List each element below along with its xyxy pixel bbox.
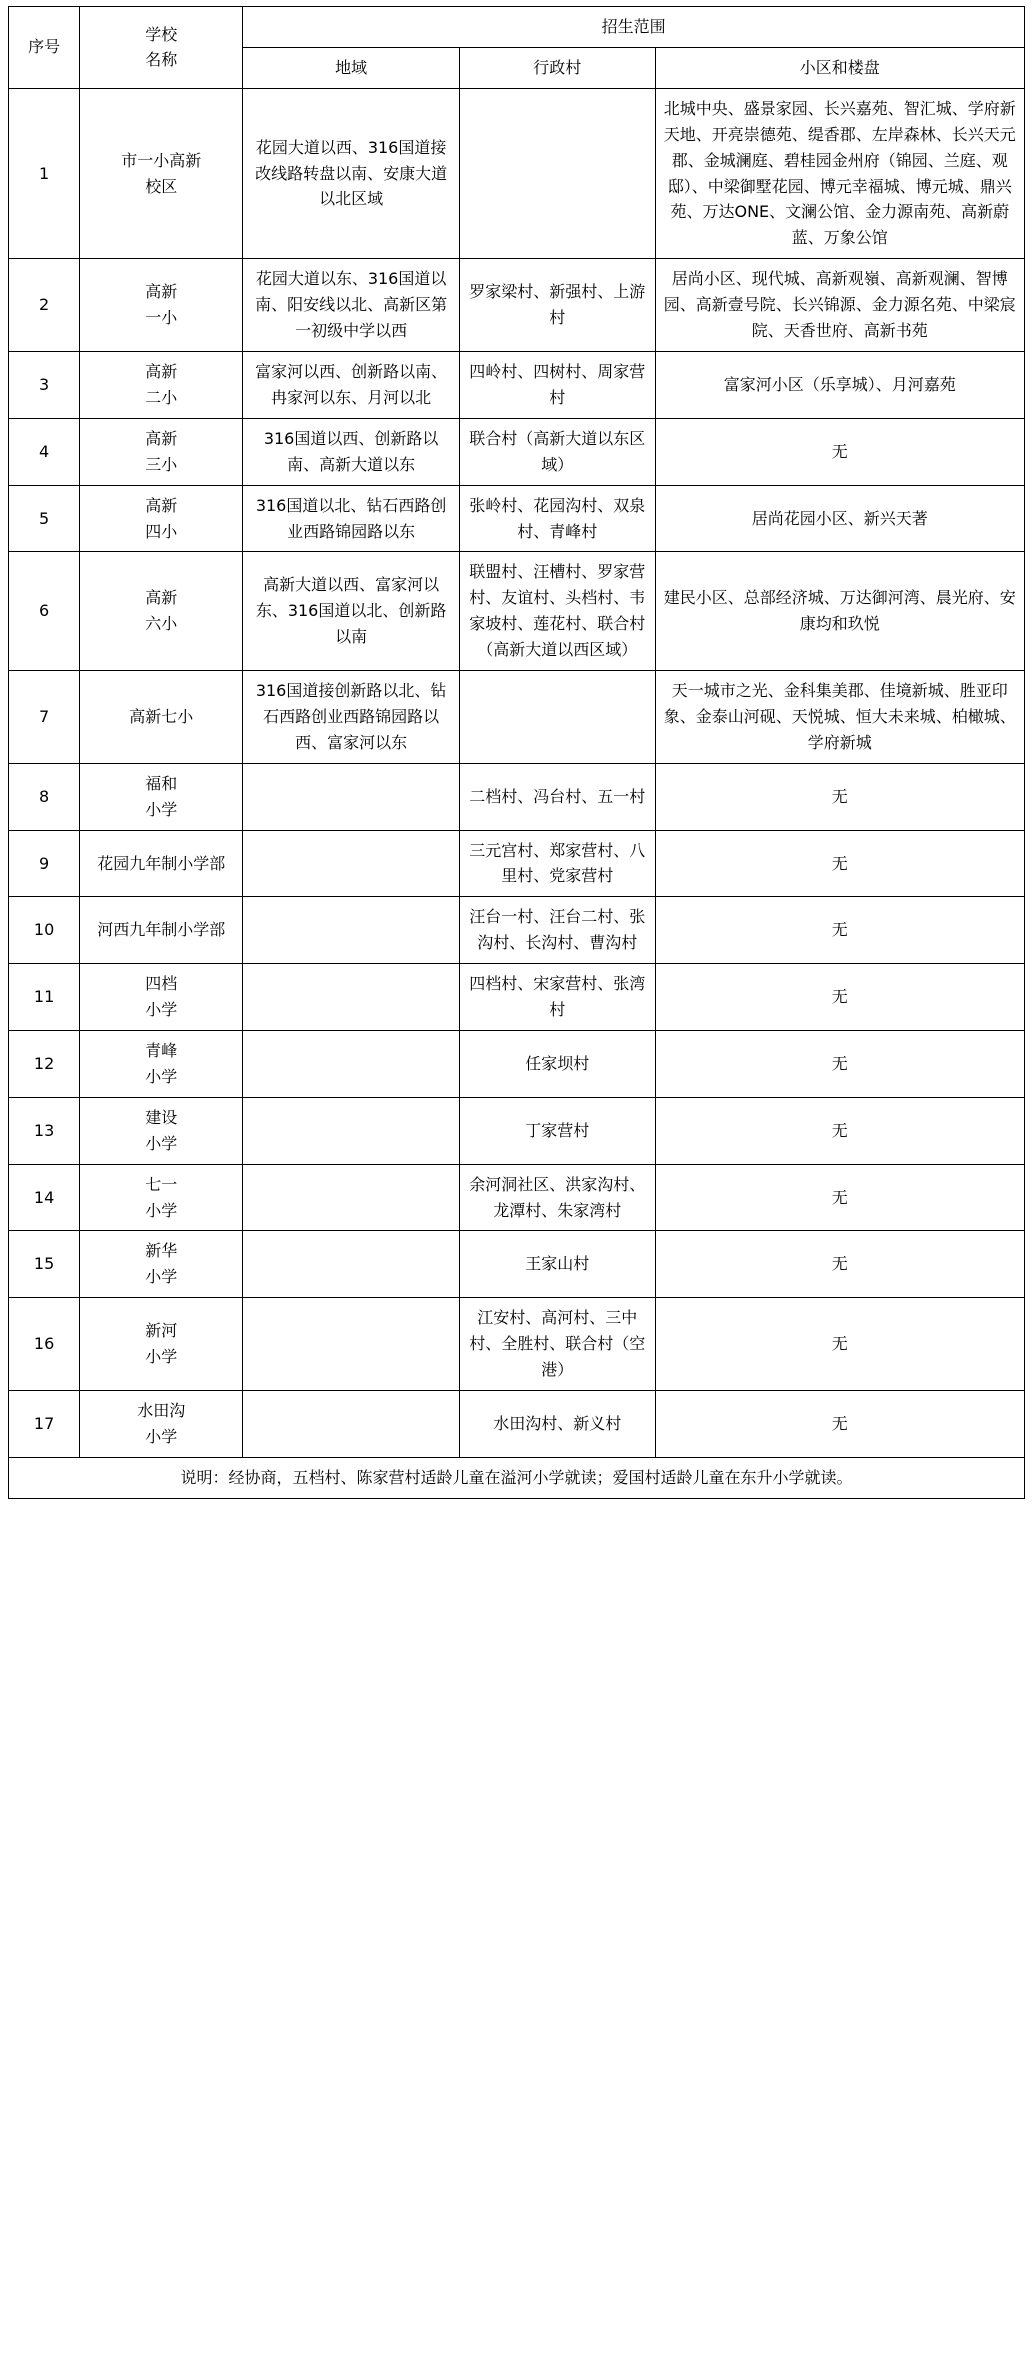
scope-village: 水田沟村、新义村	[459, 1390, 655, 1457]
table-row	[9, 964, 1025, 1031]
row-index: 17	[9, 1390, 80, 1457]
school-name: 水田沟 小学	[80, 1390, 243, 1457]
scope-area: 花园大道以东、316国道以南、阳安线以北、高新区第一初级中学以西	[243, 259, 460, 352]
scope-community: 富家河小区（乐享城）、月河嘉苑	[655, 351, 1024, 418]
scope-village: 余河洞社区、洪家沟村、龙潭村、朱家湾村	[459, 1164, 655, 1231]
table-row	[9, 1097, 1025, 1164]
scope-area: 富家河以西、创新路以南、冉家河以东、月河以北	[243, 351, 460, 418]
school-name: 高新 六小	[80, 552, 243, 671]
scope-community: 建民小区、总部经济城、万达御河湾、晨光府、安康均和玖悦	[655, 552, 1024, 671]
scope-village: 王家山村	[459, 1231, 655, 1298]
school-name: 高新 二小	[80, 351, 243, 418]
row-index: 14	[9, 1164, 80, 1231]
table-row	[9, 485, 1025, 552]
row-index: 11	[9, 964, 80, 1031]
scope-community: 无	[655, 1031, 1024, 1098]
row-index: 6	[9, 552, 80, 671]
scope-community: 北城中央、盛景家园、长兴嘉苑、智汇城、学府新天地、开亮崇德苑、缇香郡、左岸森林、长兴天元郡、金城澜庭、碧桂园金州府（锦园、兰庭、观邸）、中梁御墅花园、博元幸福城、博元城、鼎兴苑、万达ONE、文澜公馆、金力源南苑、高新蔚蓝、万象公馆	[655, 88, 1024, 258]
enrollment-scope-table	[8, 6, 1025, 1499]
table-header	[9, 7, 1025, 89]
scope-community: 无	[655, 964, 1024, 1031]
row-index: 5	[9, 485, 80, 552]
scope-area	[243, 897, 460, 964]
scope-area: 花园大道以西、316国道接改线路转盘以南、安康大道以北区域	[243, 88, 460, 258]
scope-area	[243, 1031, 460, 1098]
row-index: 9	[9, 830, 80, 897]
school-name: 高新 四小	[80, 485, 243, 552]
scope-community: 居尚花园小区、新兴天著	[655, 485, 1024, 552]
scope-area	[243, 830, 460, 897]
scope-village: 汪台一村、汪台二村、张沟村、长沟村、曹沟村	[459, 897, 655, 964]
scope-area	[243, 763, 460, 830]
header-row-top	[9, 7, 1025, 48]
column-header-community: 小区和楼盘	[655, 47, 1024, 88]
column-header-no: 序号	[9, 7, 80, 89]
school-name: 市一小高新 校区	[80, 88, 243, 258]
scope-village: 二档村、冯台村、五一村	[459, 763, 655, 830]
scope-village: 张岭村、花园沟村、双泉村、青峰村	[459, 485, 655, 552]
table-row	[9, 763, 1025, 830]
row-index: 8	[9, 763, 80, 830]
row-index: 12	[9, 1031, 80, 1098]
table-row	[9, 1164, 1025, 1231]
scope-community: 居尚小区、现代城、高新观嶺、高新观澜、智博园、高新壹号院、长兴锦源、金力源名苑、中梁宸院、天香世府、高新书苑	[655, 259, 1024, 352]
school-name: 新华 小学	[80, 1231, 243, 1298]
row-index: 3	[9, 351, 80, 418]
scope-area: 316国道以北、钻石西路创业西路锦园路以东	[243, 485, 460, 552]
table-note-text: 说明：经协商，五档村、陈家营村适龄儿童在溢河小学就读；爱国村适龄儿童在东升小学就读。	[180, 1467, 853, 1487]
scope-community: 无	[655, 1164, 1024, 1231]
column-header-school	[80, 7, 243, 89]
column-header-village: 行政村	[459, 47, 655, 88]
table-row	[9, 552, 1025, 671]
scope-area: 316国道以西、创新路以南、高新大道以东	[243, 418, 460, 485]
row-index: 16	[9, 1298, 80, 1391]
scope-area	[243, 1097, 460, 1164]
scope-village	[459, 88, 655, 258]
column-header-school-line2: 名称	[145, 50, 178, 70]
school-name: 高新 三小	[80, 418, 243, 485]
school-name: 河西九年制小学部	[80, 897, 243, 964]
table-note	[9, 1457, 1025, 1498]
scope-area	[243, 1390, 460, 1457]
table-row	[9, 897, 1025, 964]
scope-community: 天一城市之光、金科集美郡、佳境新城、胜亚印象、金泰山河砚、天悦城、恒大未来城、柏橄城、学府新城	[655, 671, 1024, 764]
scope-village: 罗家梁村、新强村、上游村	[459, 259, 655, 352]
row-index: 13	[9, 1097, 80, 1164]
table-row	[9, 1390, 1025, 1457]
table-row	[9, 351, 1025, 418]
scope-community: 无	[655, 418, 1024, 485]
scope-village: 三元宫村、郑家营村、八里村、党家营村	[459, 830, 655, 897]
table-row	[9, 88, 1025, 258]
scope-village: 四岭村、四树村、周家营村	[459, 351, 655, 418]
scope-village: 任家坝村	[459, 1031, 655, 1098]
table-row	[9, 418, 1025, 485]
school-name: 青峰 小学	[80, 1031, 243, 1098]
school-name: 高新 一小	[80, 259, 243, 352]
school-name: 高新七小	[80, 671, 243, 764]
scope-area	[243, 1231, 460, 1298]
scope-area: 高新大道以西、富家河以东、316国道以北、创新路以南	[243, 552, 460, 671]
scope-area	[243, 964, 460, 1031]
school-name: 花园九年制小学部	[80, 830, 243, 897]
column-header-school-line1: 学校	[145, 24, 178, 44]
row-index: 2	[9, 259, 80, 352]
scope-community: 无	[655, 1298, 1024, 1391]
school-name: 七一 小学	[80, 1164, 243, 1231]
scope-village: 丁家营村	[459, 1097, 655, 1164]
school-name: 建设 小学	[80, 1097, 243, 1164]
table-row	[9, 259, 1025, 352]
row-index: 15	[9, 1231, 80, 1298]
table-body	[9, 88, 1025, 1457]
row-index: 10	[9, 897, 80, 964]
school-name: 四档 小学	[80, 964, 243, 1031]
table-row	[9, 671, 1025, 764]
scope-village: 联合村（高新大道以东区域）	[459, 418, 655, 485]
note-row	[9, 1457, 1025, 1498]
scope-community: 无	[655, 1390, 1024, 1457]
scope-area	[243, 1164, 460, 1231]
table-row	[9, 1298, 1025, 1391]
table-row	[9, 830, 1025, 897]
column-header-area: 地域	[243, 47, 460, 88]
row-index: 7	[9, 671, 80, 764]
scope-village	[459, 671, 655, 764]
column-header-scope-group: 招生范围	[243, 7, 1025, 48]
scope-area: 316国道接创新路以北、钻石西路创业西路锦园路以西、富家河以东	[243, 671, 460, 764]
school-name: 福和 小学	[80, 763, 243, 830]
scope-community: 无	[655, 897, 1024, 964]
table-row	[9, 1231, 1025, 1298]
scope-community: 无	[655, 830, 1024, 897]
school-name: 新河 小学	[80, 1298, 243, 1391]
scope-village: 江安村、高河村、三中村、全胜村、联合村（空港）	[459, 1298, 655, 1391]
scope-community: 无	[655, 1231, 1024, 1298]
row-index: 1	[9, 88, 80, 258]
table-footer	[9, 1457, 1025, 1498]
scope-community: 无	[655, 1097, 1024, 1164]
table-row	[9, 1031, 1025, 1098]
scope-village: 联盟村、汪槽村、罗家营村、友谊村、头档村、韦家坡村、莲花村、联合村（高新大道以西区域）	[459, 552, 655, 671]
scope-community: 无	[655, 763, 1024, 830]
scope-village: 四档村、宋家营村、张湾村	[459, 964, 655, 1031]
row-index: 4	[9, 418, 80, 485]
scope-area	[243, 1298, 460, 1391]
